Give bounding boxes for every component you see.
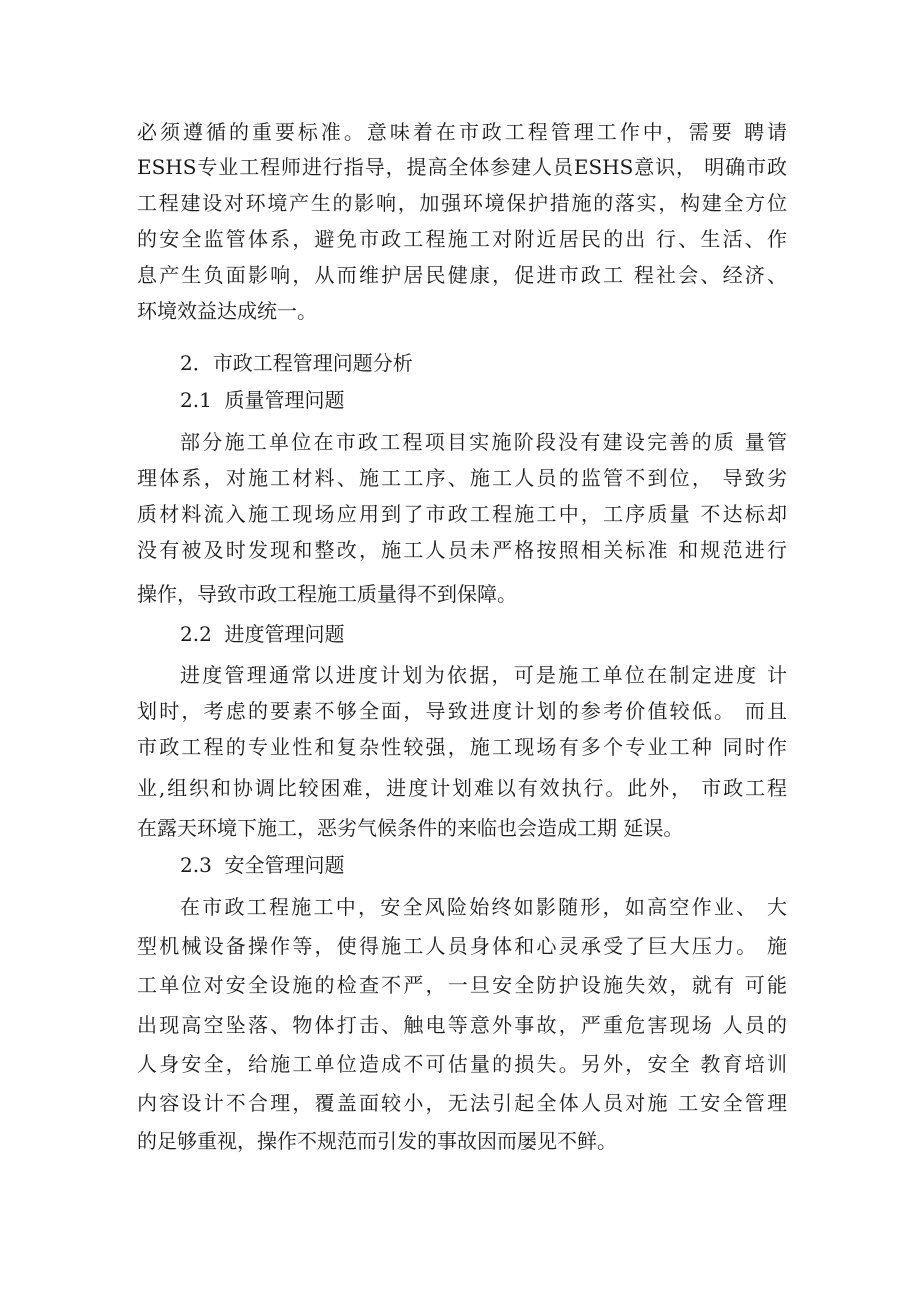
text-line: 人身安全，给施工单位造成不可估量的损失。另外，安全 教育培训 bbox=[137, 1052, 787, 1076]
subsection-heading: 2.1 质量管理问题 bbox=[180, 388, 345, 412]
text-line: 划时，考虑的要素不够全面，导致进度计划的参考价值较低。 而且 bbox=[137, 699, 787, 723]
text-line: 理体系，对施工材料、施工工序、施工人员的监管不到位， 导致劣 bbox=[137, 466, 787, 490]
text-line: 在露天环境下施工，恶劣气候条件的来临也会造成工期 延误。 bbox=[137, 816, 684, 840]
text-line: 的安全监管体系，避免市政工程施工对附近居民的出 行、生活、作 bbox=[137, 227, 787, 251]
section-heading: 2．市政工程管理问题分析 bbox=[180, 351, 413, 375]
text-line: 在市政工程施工中，安全风险始终如影随形，如高空作业、 大 bbox=[180, 895, 787, 919]
text-line: 息产生负面影响，从而维护居民健康，促进市政工 程社会、经济、 bbox=[137, 263, 787, 287]
text-line: 必须遵循的重要标准。意味着在市政工程管理工作中，需要 聘请 bbox=[137, 120, 787, 144]
text-line: 的足够重视，操作不规范而引发的事故因而屡见不鲜。 bbox=[137, 1129, 617, 1153]
text-line: 操作，导致市政工程施工质量得不到保障。 bbox=[137, 582, 517, 606]
text-line: 质材料流入施工现场应用到了市政工程施工中，工序质量 不达标却 bbox=[137, 502, 787, 526]
subsection-heading: 2.2 进度管理问题 bbox=[180, 622, 345, 646]
subsection-heading: 2.3 安全管理问题 bbox=[180, 853, 345, 877]
text-line: 市政工程的专业性和复杂性较强，施工现场有多个专业工种 同时作 bbox=[137, 735, 787, 759]
text-line: 工程建设对环境产生的影响，加强环境保护措施的落实，构建全方位 bbox=[137, 191, 787, 215]
text-line: 工单位对安全设施的检查不严，一旦安全防护设施失效，就有 可能 bbox=[137, 973, 787, 997]
text-line: ESHS专业工程师进行指导，提高全体参建人员ESHS意识， 明确市政 bbox=[137, 155, 787, 179]
text-line: 内容设计不合理，覆盖面较小，无法引起全体人员对施 工安全管理 bbox=[137, 1091, 787, 1115]
text-line: 进度管理通常以进度计划为依据，可是施工单位在制定进度 计 bbox=[180, 663, 787, 687]
text-line: 环境效益达成统一。 bbox=[137, 299, 317, 323]
text-line: 业,组织和协调比较困难，进度计划难以有效执行。此外， 市政工程 bbox=[137, 776, 787, 800]
text-line: 没有被及时发现和整改，施工人员未严格按照相关标准 和规范进行 bbox=[137, 538, 787, 562]
text-line: 出现高空坠落、物体打击、触电等意外事故，严重危害现场 人员的 bbox=[137, 1013, 787, 1037]
text-line: 部分施工单位在市政工程项目实施阶段没有建设完善的质 量管 bbox=[180, 430, 787, 454]
text-line: 型机械设备操作等，使得施工人员身体和心灵承受了巨大压力。 施 bbox=[137, 934, 787, 958]
